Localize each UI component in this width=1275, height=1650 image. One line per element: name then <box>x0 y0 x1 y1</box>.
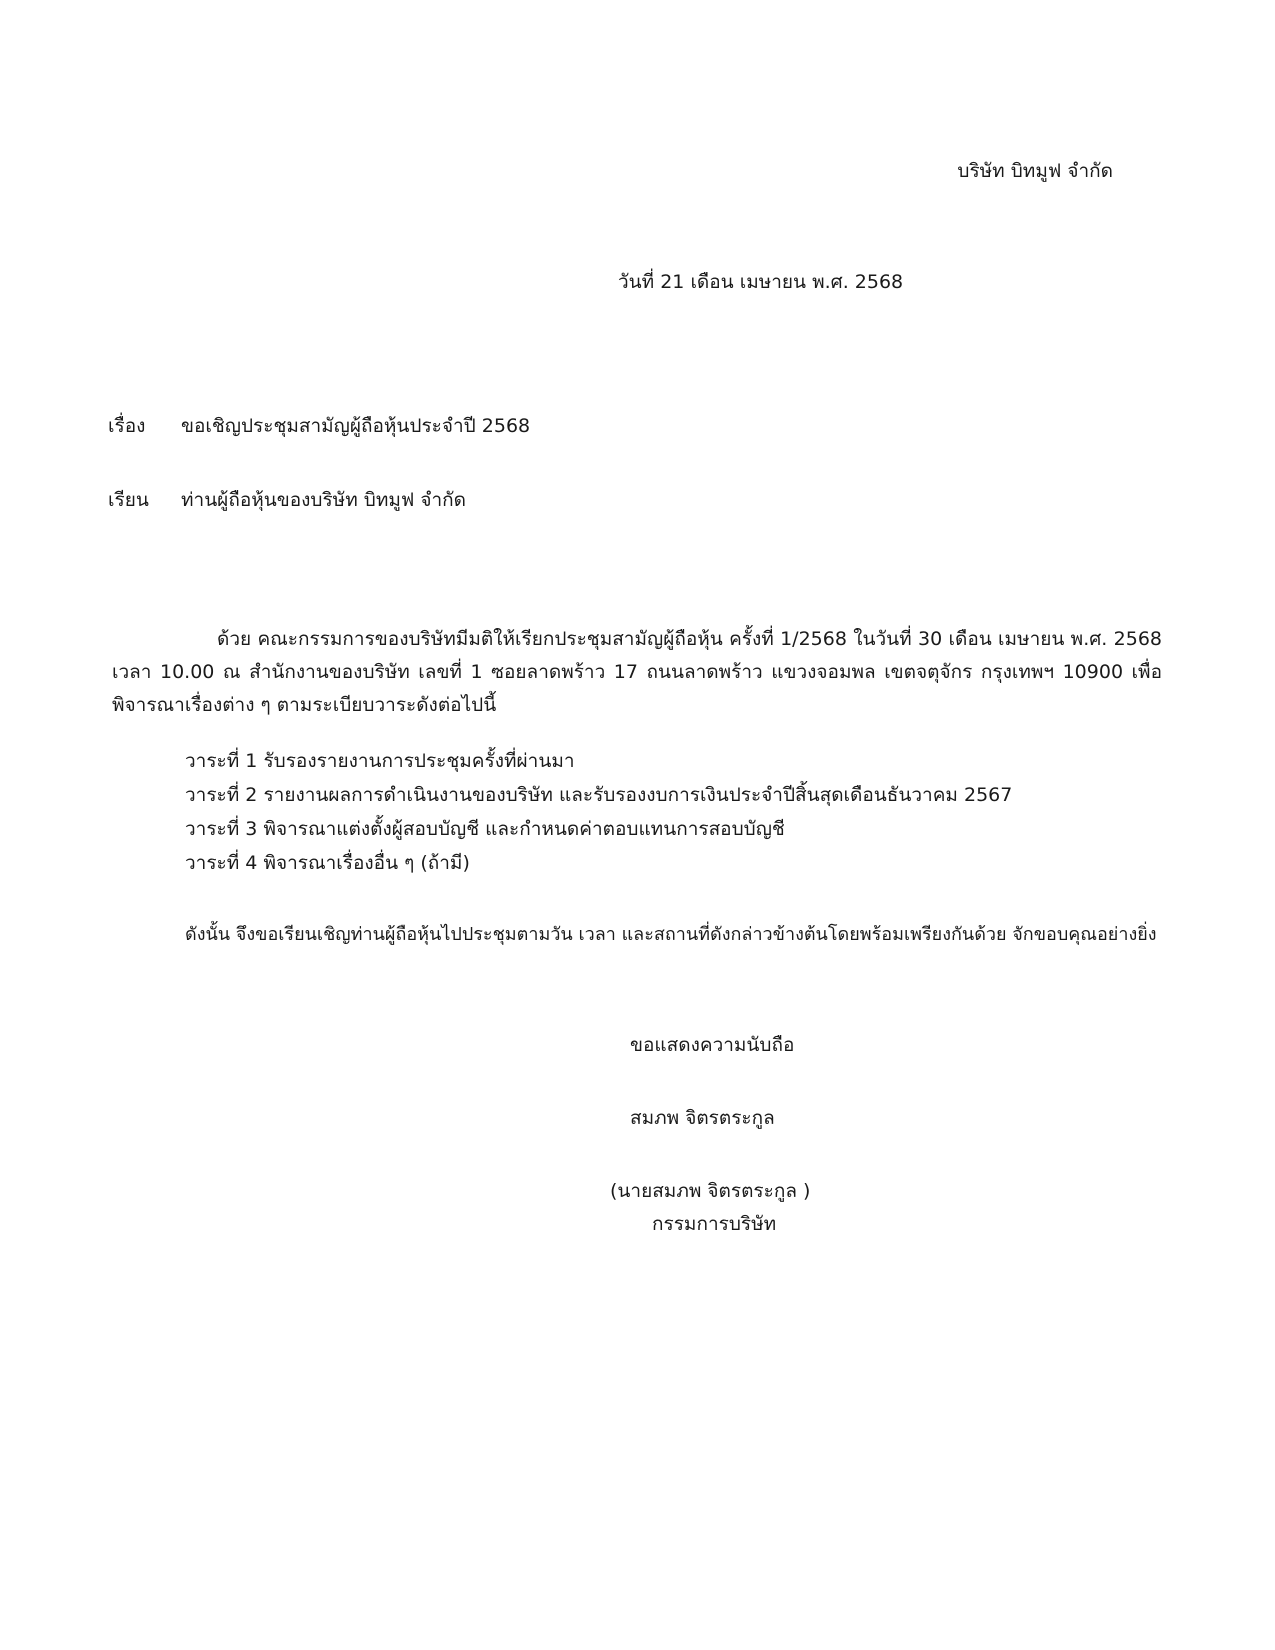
signatory-title: กรรมการบริษัท <box>652 1213 777 1235</box>
recipient-text: ท่านผู้ถือหุ้นของบริษัท บิทมูฟ จำกัด <box>181 489 467 511</box>
subject-text: ขอเชิญประชุมสามัญผู้ถือหุ้นประจำปี 2568 <box>181 415 531 437</box>
company-header: บริษัท บิทมูฟ จำกัด <box>957 160 1113 182</box>
complimentary-close: ขอแสดงความนับถือ <box>630 1034 795 1056</box>
closing-paragraph: ดังนั้น จึงขอเรียนเชิญท่านผู้ถือหุ้นไปประชุมตามวัน เวลา และสถานที่ดังกล่าวข้างต้นโดยพร้อมเพรียงกันด้วย จักขอบคุณอย่างยิ่ง <box>185 924 1157 945</box>
agenda-item-2: วาระที่ 2 รายงานผลการดำเนินงานของบริษัท และรับรองงบการเงินประจำปีสิ้นสุดเดือนธันวาคม 2567 <box>185 784 1013 806</box>
agenda-item-3: วาระที่ 3 พิจารณาแต่งตั้งผู้สอบบัญชี และกำหนดค่าตอบแทนการสอบบัญชี <box>185 818 785 840</box>
signatory-name: (นายสมภพ จิตรตระกูล ) <box>610 1180 811 1202</box>
recipient-label: เรียน <box>108 489 149 511</box>
date-line: วันที่ 21 เดือน เมษายน พ.ศ. 2568 <box>618 271 904 293</box>
body-paragraph: ด้วย คณะกรรมการของบริษัทมีมติให้เรียกประชุมสามัญผู้ถือหุ้น ครั้งที่ 1/2568 ในวันที่ 30 เดือน เมษายน พ.ศ. 2568 เวลา 10.00 ณ สำนักงานของบริษัท เลขที่ 1 ซอยลาดพร้าว 17 ถนนลาดพร้าว แขวงจอมพล เขตจตุจักร กรุงเทพฯ 10900 เพื่อพิจารณาเรื่องต่าง ๆ ตามระเบียบวาระดังต่อไปนี้ <box>112 628 1162 716</box>
agenda-item-4: วาระที่ 4 พิจารณาเรื่องอื่น ๆ (ถ้ามี) <box>185 852 470 874</box>
signature: สมภพ จิตรตระกูล <box>630 1107 775 1129</box>
agenda-item-1: วาระที่ 1 รับรองรายงานการประชุมครั้งที่ผ่านมา <box>185 750 575 772</box>
subject-label: เรื่อง <box>108 415 146 437</box>
